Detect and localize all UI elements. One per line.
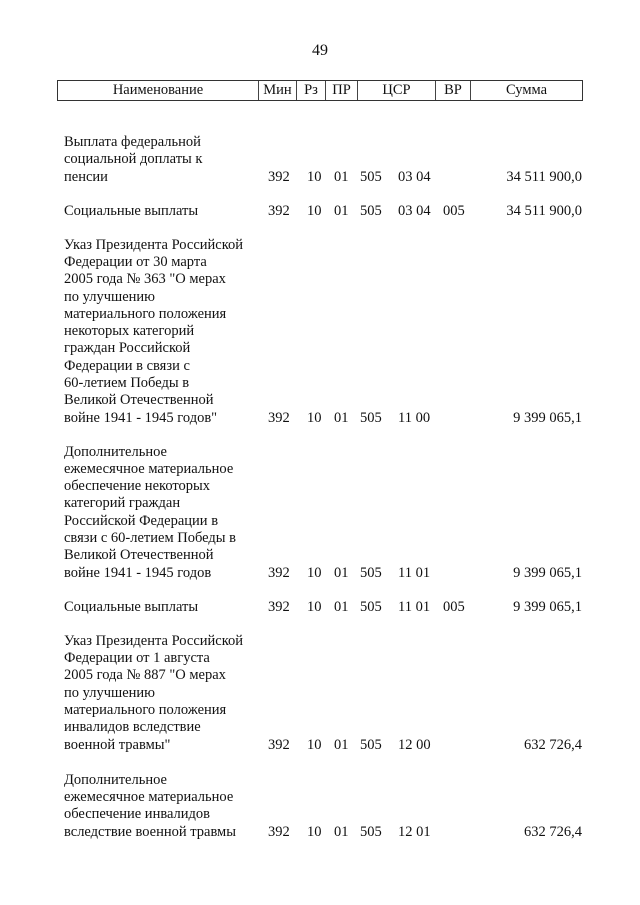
row-sum: 9 399 065,1 <box>513 409 582 426</box>
header-csr: ЦСР <box>358 81 436 100</box>
row-vr: 005 <box>443 598 465 615</box>
row-pr: 01 <box>334 409 349 426</box>
row-min: 392 <box>268 823 290 840</box>
table-row <box>64 237 584 427</box>
header-sum: Сумма <box>505 82 548 98</box>
row-min: 392 <box>268 168 290 185</box>
row-csr1: 505 <box>360 168 382 185</box>
row-pr: 01 <box>334 736 349 753</box>
row-name: Указ Президента Российской Федерации от 1 августа 2005 года № 887 "О мерах по улучшению материального положения инвалидов вследствие военной травмы" <box>64 632 244 753</box>
row-sum: 9 399 065,1 <box>513 564 582 581</box>
row-sum: 632 726,4 <box>524 736 582 753</box>
row-csr1: 505 <box>360 736 382 753</box>
row-vr: 005 <box>443 202 465 219</box>
row-csr1: 505 <box>360 409 382 426</box>
row-csr2: 12 00 <box>398 736 431 753</box>
row-name: Социальные выплаты <box>64 598 199 615</box>
row-csr1: 505 <box>360 202 382 219</box>
row-min: 392 <box>268 564 290 581</box>
row-sum: 9 399 065,1 <box>513 598 582 615</box>
row-rz: 10 <box>307 564 322 581</box>
row-rz: 10 <box>307 598 322 615</box>
row-sum: 632 726,4 <box>524 823 582 840</box>
row-rz: 10 <box>307 168 322 185</box>
row-csr2: 11 01 <box>398 598 431 615</box>
row-csr2: 03 04 <box>398 202 431 219</box>
row-csr1: 505 <box>360 598 382 615</box>
row-sum: 34 511 900,0 <box>506 168 582 185</box>
row-csr2: 11 01 <box>398 564 431 581</box>
table-row <box>64 203 584 220</box>
row-csr2: 03 04 <box>398 168 431 185</box>
header-vr: ВР <box>436 81 471 100</box>
row-csr2: 11 00 <box>398 409 431 426</box>
row-pr: 01 <box>334 823 349 840</box>
row-rz: 10 <box>307 202 322 219</box>
row-sum: 34 511 900,0 <box>506 202 582 219</box>
header-pr: ПР <box>326 81 358 100</box>
row-rz: 10 <box>307 736 322 753</box>
row-name: Дополнительное ежемесячное материальное обеспечение некоторых категорий граждан Российской Федерации в связи с 60-летием Победы в Великой Отечественной войне 1941 - 1945 годов <box>64 443 237 581</box>
row-min: 392 <box>268 736 290 753</box>
table-row <box>64 772 584 841</box>
row-rz: 10 <box>307 409 322 426</box>
header-rz: Рз <box>297 81 326 100</box>
row-min: 392 <box>268 202 290 219</box>
row-pr: 01 <box>334 202 349 219</box>
table-row <box>64 444 584 582</box>
row-pr: 01 <box>334 564 349 581</box>
table-row <box>64 599 584 616</box>
row-name: Выплата федеральной социальной доплаты к пенсии <box>64 134 203 185</box>
header-min: Мин <box>259 81 297 100</box>
row-csr2: 12 01 <box>398 823 431 840</box>
page-number: 49 <box>312 42 328 59</box>
row-pr: 01 <box>334 168 349 185</box>
row-rz: 10 <box>307 823 322 840</box>
header-name: Наименование <box>58 81 259 100</box>
row-pr: 01 <box>334 598 349 615</box>
table-header <box>57 80 583 101</box>
table-row <box>64 633 584 754</box>
table-row <box>64 134 584 186</box>
row-csr1: 505 <box>360 564 382 581</box>
row-name: Указ Президента Российской Федерации от 30 марта 2005 года № 363 "О мерах по улучшению материального положения некоторых категорий граждан Российской Федерации в связи с 60-летием Победы в Великой Отечественной войне 1941 - 1945 годов" <box>64 236 244 426</box>
row-name: Социальные выплаты <box>64 202 199 219</box>
row-min: 392 <box>268 409 290 426</box>
row-min: 392 <box>268 598 290 615</box>
row-csr1: 505 <box>360 823 382 840</box>
row-name: Дополнительное ежемесячное материальное обеспечение инвалидов вследствие военной травмы <box>64 771 236 840</box>
